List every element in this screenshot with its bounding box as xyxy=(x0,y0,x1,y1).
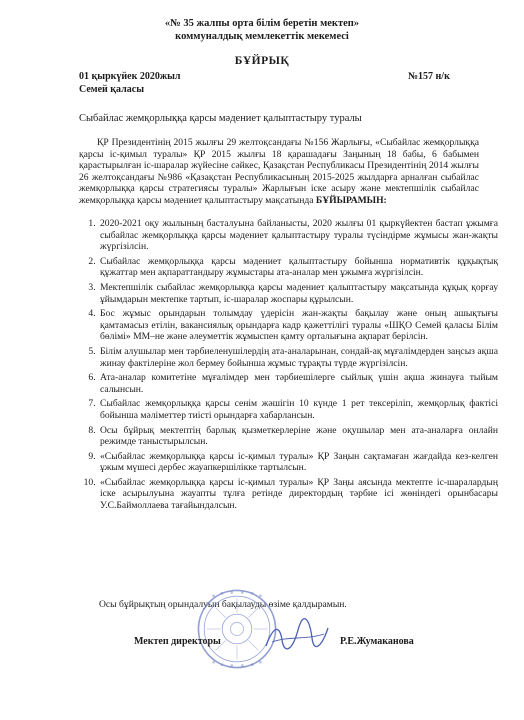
list-item: 4. Бос жұмыс орындарын толымдау үдерісін жан-жақты бақылау және оның ашықтығы қамтамасыз етілін, вакансиялық орындарға кадр қажеттілігі туралы «ШҚО Семей қаласы Білім бөлімі» ММ–не және әлеуметтік жұмыспен қамту орталығына ақпарат берілсін. xyxy=(98,308,498,343)
school-name-line2: коммуналдық мемлекеттік мекемесі xyxy=(175,31,349,42)
order-subject: Сыбайлас жемқорлыққа қарсы мәдениет қалыптастыру туралы xyxy=(79,113,362,124)
intro-text: ҚР Президентінің 2015 жылғы 29 желтоқсандағы №156 Жарлығы, «Сыбайлас жемқорлыққа қарсы іс-қимыл туралы» ҚР 2015 жылғы 18 қарашадағы Заңының 18 бабы, 6 бабымен қарастырылған іс-шаралар жүйесіне сәйкес, Қазақстан Республикасы Президентінің 2014 жылғы 26 желтоқсандағы №986 «Қазақстан Республикасының 2015-2025 жылдарға арналған сыбайлас жемқорлыққа қарсы стратегиясы туралы» Жарлығын іске асыру және мектепшілік сыбайлас жемқорлыққа қарсы мәдениет қалыптастыру мақсатында xyxy=(79,137,479,206)
order-city: Семей қаласы xyxy=(79,84,144,95)
closing-line: Осы бұйрықтың орындалуын бақылауды өзіме қалдырамын. xyxy=(99,599,347,610)
list-item: 2. Сыбайлас жемқорлыққа қарсы мәдениет қалыптастыру бойынша нормативтік құқықтық құжаттар мен ақпараттандыру жұмыстары ата-аналар мен ұжымға жүргізілсін. xyxy=(98,256,498,279)
list-item: 8. Осы бұйрық мектептің барлық қызметкерлеріне және оқушылар мен ата-аналарға онлайн режимде таныстырылсын. xyxy=(98,425,498,448)
list-item: 7. Сыбайлас жемқорлыққа қарсы сенім жәшігін 10 күнде 1 рет тексеріліп, жемқорлық фактісі бойынша мәліметтер тиісті орындарға хабарлансын. xyxy=(98,398,498,421)
handwritten-signature-icon xyxy=(262,616,332,656)
command-word: БҰЙЫРАМЫН: xyxy=(315,194,387,206)
list-item: 1. 2020-2021 оқу жылының басталуына байланысты, 2020 жылғы 01 қыркүйектен бастап ұжымға сыбайлас жемқорлыққа қарсы мәдениет қалыптастыру туралы түсіндірме жұмысы жан-жақты жүргізілсін. xyxy=(98,218,498,253)
order-date: 01 қыркүйек 2020жыл xyxy=(79,71,181,82)
intro-paragraph xyxy=(79,137,479,207)
school-name-line1: «№ 35 жалпы орта білім беретін мектеп» xyxy=(164,18,360,29)
signature-name: Р.Е.Жумаканова xyxy=(340,636,414,647)
document-title: БҰЙРЫҚ xyxy=(234,55,290,67)
list-item: 6. Ата-аналар комитетіне мұғалімдер мен тәрбиешілерге сыйлық үшін ақша жинауға тыйым салынсын. xyxy=(98,372,498,395)
order-number: №157 н/к xyxy=(408,71,450,82)
list-item: 9. «Сыбайлас жемқорлыққа қарсы іс-қимыл туралы» ҚР Заңын сақтамаған жағдайда кез-келген ұжым мүшесі дербес жауапкершілікке тартылсын. xyxy=(98,451,498,474)
list-item: 5. Білім алушылар мен тәрбиеленушілердің ата-аналарынан, сондай-ақ мұғалімдерден заңсыз ақша жинау фактілеріне жол бермеу бойынша жұмыс тұрақты түрде жүргізілсін. xyxy=(98,346,498,369)
order-items-list xyxy=(79,218,498,515)
signature-position: Мектеп директоры xyxy=(134,636,221,647)
list-item: 3. Мектепшілік сыбайлас жемқорлыққа қарсы мәдениет қалыптастыру мақсатында құқық қорғау ұйымдарын мектепке тартып, іс-шаралар жоспары құрылсын. xyxy=(98,282,498,305)
list-item: 10. «Сыбайлас жемқорлыққа қарсы іс-қимыл туралы» ҚР Заңы аясында мектепте іс-шаралардың іске асырылуына жауапты тұлға ретінде директордың тәрбие ісі жөніндегі орынбасары У.С.Баймоллаева тағайындалсын. xyxy=(98,477,498,512)
